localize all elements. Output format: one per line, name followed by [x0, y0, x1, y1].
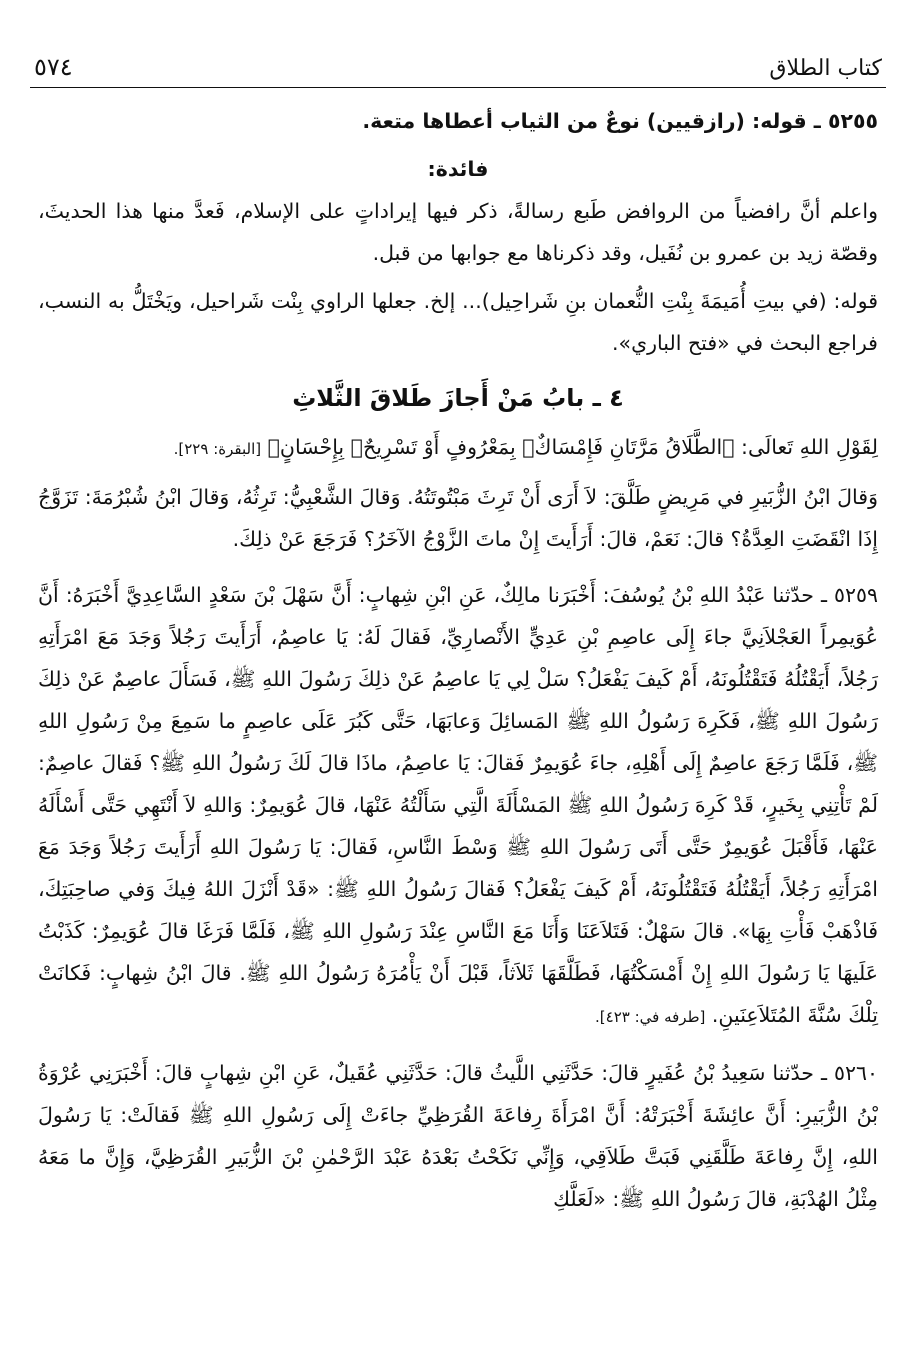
faida-paragraph-2: قوله: (في بيتِ أُمَيمَةَ بِنْتِ النُّعمان بنِ شَراحِيل)... إلخ. جعلها الراوي بِنْت شَراحيل، ويَخْتَلُّ به النسب، فراجع البحث في «فتح الباري».	[38, 289, 878, 355]
running-header	[30, 50, 886, 88]
chapter-title: ٤ ـ بابُ مَنْ أَجازَ طَلاقَ الثَّلاثِ	[292, 384, 624, 412]
verse-reference: [البقرة: ٢٢٩].	[173, 440, 262, 458]
hadith-5259-reference: [طرفه في: ٤٢٣].	[595, 1008, 706, 1026]
book-title: كتاب الطلاق	[769, 56, 882, 81]
hadith-5260: ٥٢٦٠ ـ حدّثنا سَعِيدُ بْنُ عُفَيرٍ قالَ: حَدَّثَنِي اللَّيثُ قالَ: حَدَّثَنِي عُقَيلٌ، عَنِ ابْنِ شِهابٍ قالَ: أَخْبَرَنِي عُرْوَةُ بْنُ الزُّبَيرِ: أَنَّ عائِشَةَ أَخْبَرَتْهُ: أَنَّ امْرَأَةَ رِفاعَةَ القُرَظِيِّ جاءَتْ إِلَى رَسُولِ اللهِ ﷺ فَقالَتْ: يَا رَسُولَ اللهِ، إِنَّ رِفاعَةَ طَلَّقَنِي فَبَتَّ طَلاَقِي، وَإِنِّي نَكَحْتُ بَعْدَهُ عَبْدَ الرَّحْمٰنِ بْنَ الزُّبَيرِ القُرَظِيَّ، وَإِنَّ ما مَعَهُ مِثْلُ الهُدْبَةِ، قالَ رَسُولُ اللهِ ﷺ: «لَعَلَّكِ	[38, 1061, 878, 1211]
hadith-5259	[38, 574, 878, 1038]
faida-heading: فائدة:	[427, 157, 489, 181]
commentary-5255: ٥٢٥٥ ـ قوله: (رازقيين) نوعٌ من الثياب أعطاها متعة.	[362, 109, 878, 133]
hadith-5259-text: ٥٢٥٩ ـ حدّثنا عَبْدُ اللهِ بْنُ يُوسُفَ: أَخْبَرَنا مالِكٌ، عَنِ ابْنِ شِهابٍ: أَنَّ سَهْلَ بْنَ سَعْدٍ السَّاعِدِيَّ أَخْبَرَهُ: أَنَّ عُوَيمِراً العَجْلاَنِيَّ جاءَ إِلَى عاصِمِ بْنِ عَدِيٍّ الأَنْصارِيِّ، فَقالَ لَهُ: يَا عاصِمُ، أَرَأَيتَ رَجُلاً وَجَدَ مَعَ امْرَأَتِهِ رَجُلاً، أَيَقْتُلُهُ فَتَقْتُلُونَهُ، أَمْ كَيفَ يَفْعَلُ؟ سَلْ لِي يَا عاصِمُ عَنْ ذلِكَ رَسُولَ اللهِ ﷺ، فَسَأَلَ عاصِمٌ عَنْ ذلِكَ رَسُولَ اللهِ ﷺ، فَكَرِهَ رَسُولُ اللهِ ﷺ المَسائِلَ وَعابَهَا، حَتَّى كَبُرَ عَلَى عاصِمٍ ما سَمِعَ مِنْ رَسُولِ اللهِ ﷺ، فَلَمَّا رَجَعَ عاصِمٌ إِلَى أَهْلِهِ، جاءَ عُوَيمِرٌ فَقالَ: يَا عاصِمُ، ماذَا قالَ لَكَ رَسُولُ اللهِ ﷺ؟ فَقالَ عاصِمٌ: لَمْ تَأْتِنِي بِخَيرٍ، قَدْ كَرِهَ رَسُولُ اللهِ ﷺ المَسْأَلَةَ الَّتِي سَأَلْتُهُ عَنْهَا، قالَ عُوَيمِرٌ: وَاللهِ لاَ أَنْتَهِي حَتَّى أَسْأَلَهُ عَنْهَا، فَأَقْبَلَ عُوَيمِرٌ حَتَّى أَتَى رَسُولَ اللهِ ﷺ وَسْطَ النَّاسِ، فَقالَ: يَا رَسُولَ اللهِ أَرَأَيتَ رَجُلاً وَجَدَ مَعَ امْرَأَتِهِ رَجُلاً، أَيَقْتُلُهُ فَتَقْتُلُونَهُ، أَمْ كَيفَ يَفْعَلُ؟ فَقالَ رَسُولُ اللهِ ﷺ: «قَدْ أَنْزَلَ اللهُ فِيكَ وَفي صاحِبَتِكَ، فَاذْهَبْ فَأْتِ بِهَا». قالَ سَهْلٌ: فَتَلاَعَنَا وَأَنَا مَعَ النَّاسِ عِنْدَ رَسُولِ اللهِ ﷺ، فَلَمَّا فَرَغَا قالَ عُوَيمِرٌ: كَذَبْتُ عَلَيهَا يَا رَسُولَ اللهِ إِنْ أَمْسَكْتُهَا، فَطَلَّقَهَا ثَلاَثاً، قَبْلَ أَنْ يَأْمُرَهُ رَسُولُ اللهِ ﷺ. قالَ ابْنُ شِهابٍ: فَكانَتْ تِلْكَ سُنَّةَ المُتَلاَعِنَينِ.	[38, 583, 878, 1027]
chapter-intro	[38, 426, 878, 470]
faida-paragraph-1: واعلم أنَّ رافضياً من الروافض طَبع رسالةً، ذكر فيها إيراداتٍ على الإسلام، فَعدَّ منها هذا الحديثَ، وقصّة زيد بن عمرو بن نُفَيل، وقد ذكرناها مع جوابها من قبل.	[38, 199, 878, 265]
page-content	[30, 88, 886, 1220]
chapter-athar: وَقالَ ابْنُ الزُّبَيرِ في مَرِيضٍ طَلَّقَ: لاَ أَرَى أَنْ تَرِثَ مَبْتُوتَتُهُ. وَقالَ الشَّعْبِيُّ: تَرِثُهُ، وَقالَ ابْنُ شُبْرُمَةَ: تَزَوَّجُ إِذَا انْقَضَتِ العِدَّةُ؟ قالَ: نَعَمْ، قالَ: أَرَأَيتَ إِنْ ماتَ الزَّوْجُ الآخَرُ؟ فَرَجَعَ عَنْ ذلِكَ.	[38, 485, 878, 551]
quran-verse: لِقَوْلِ اللهِ تَعالَى: ﴿الطَّلَاقُ مَرَّتَانِ فَإِمْسَاكٌۢ بِمَعْرُوفٍ أَوْ تَسْرِيحٌۢ بِإِحْسَانٍ﴾	[267, 435, 878, 459]
page-number: ٥٧٤	[34, 53, 73, 81]
